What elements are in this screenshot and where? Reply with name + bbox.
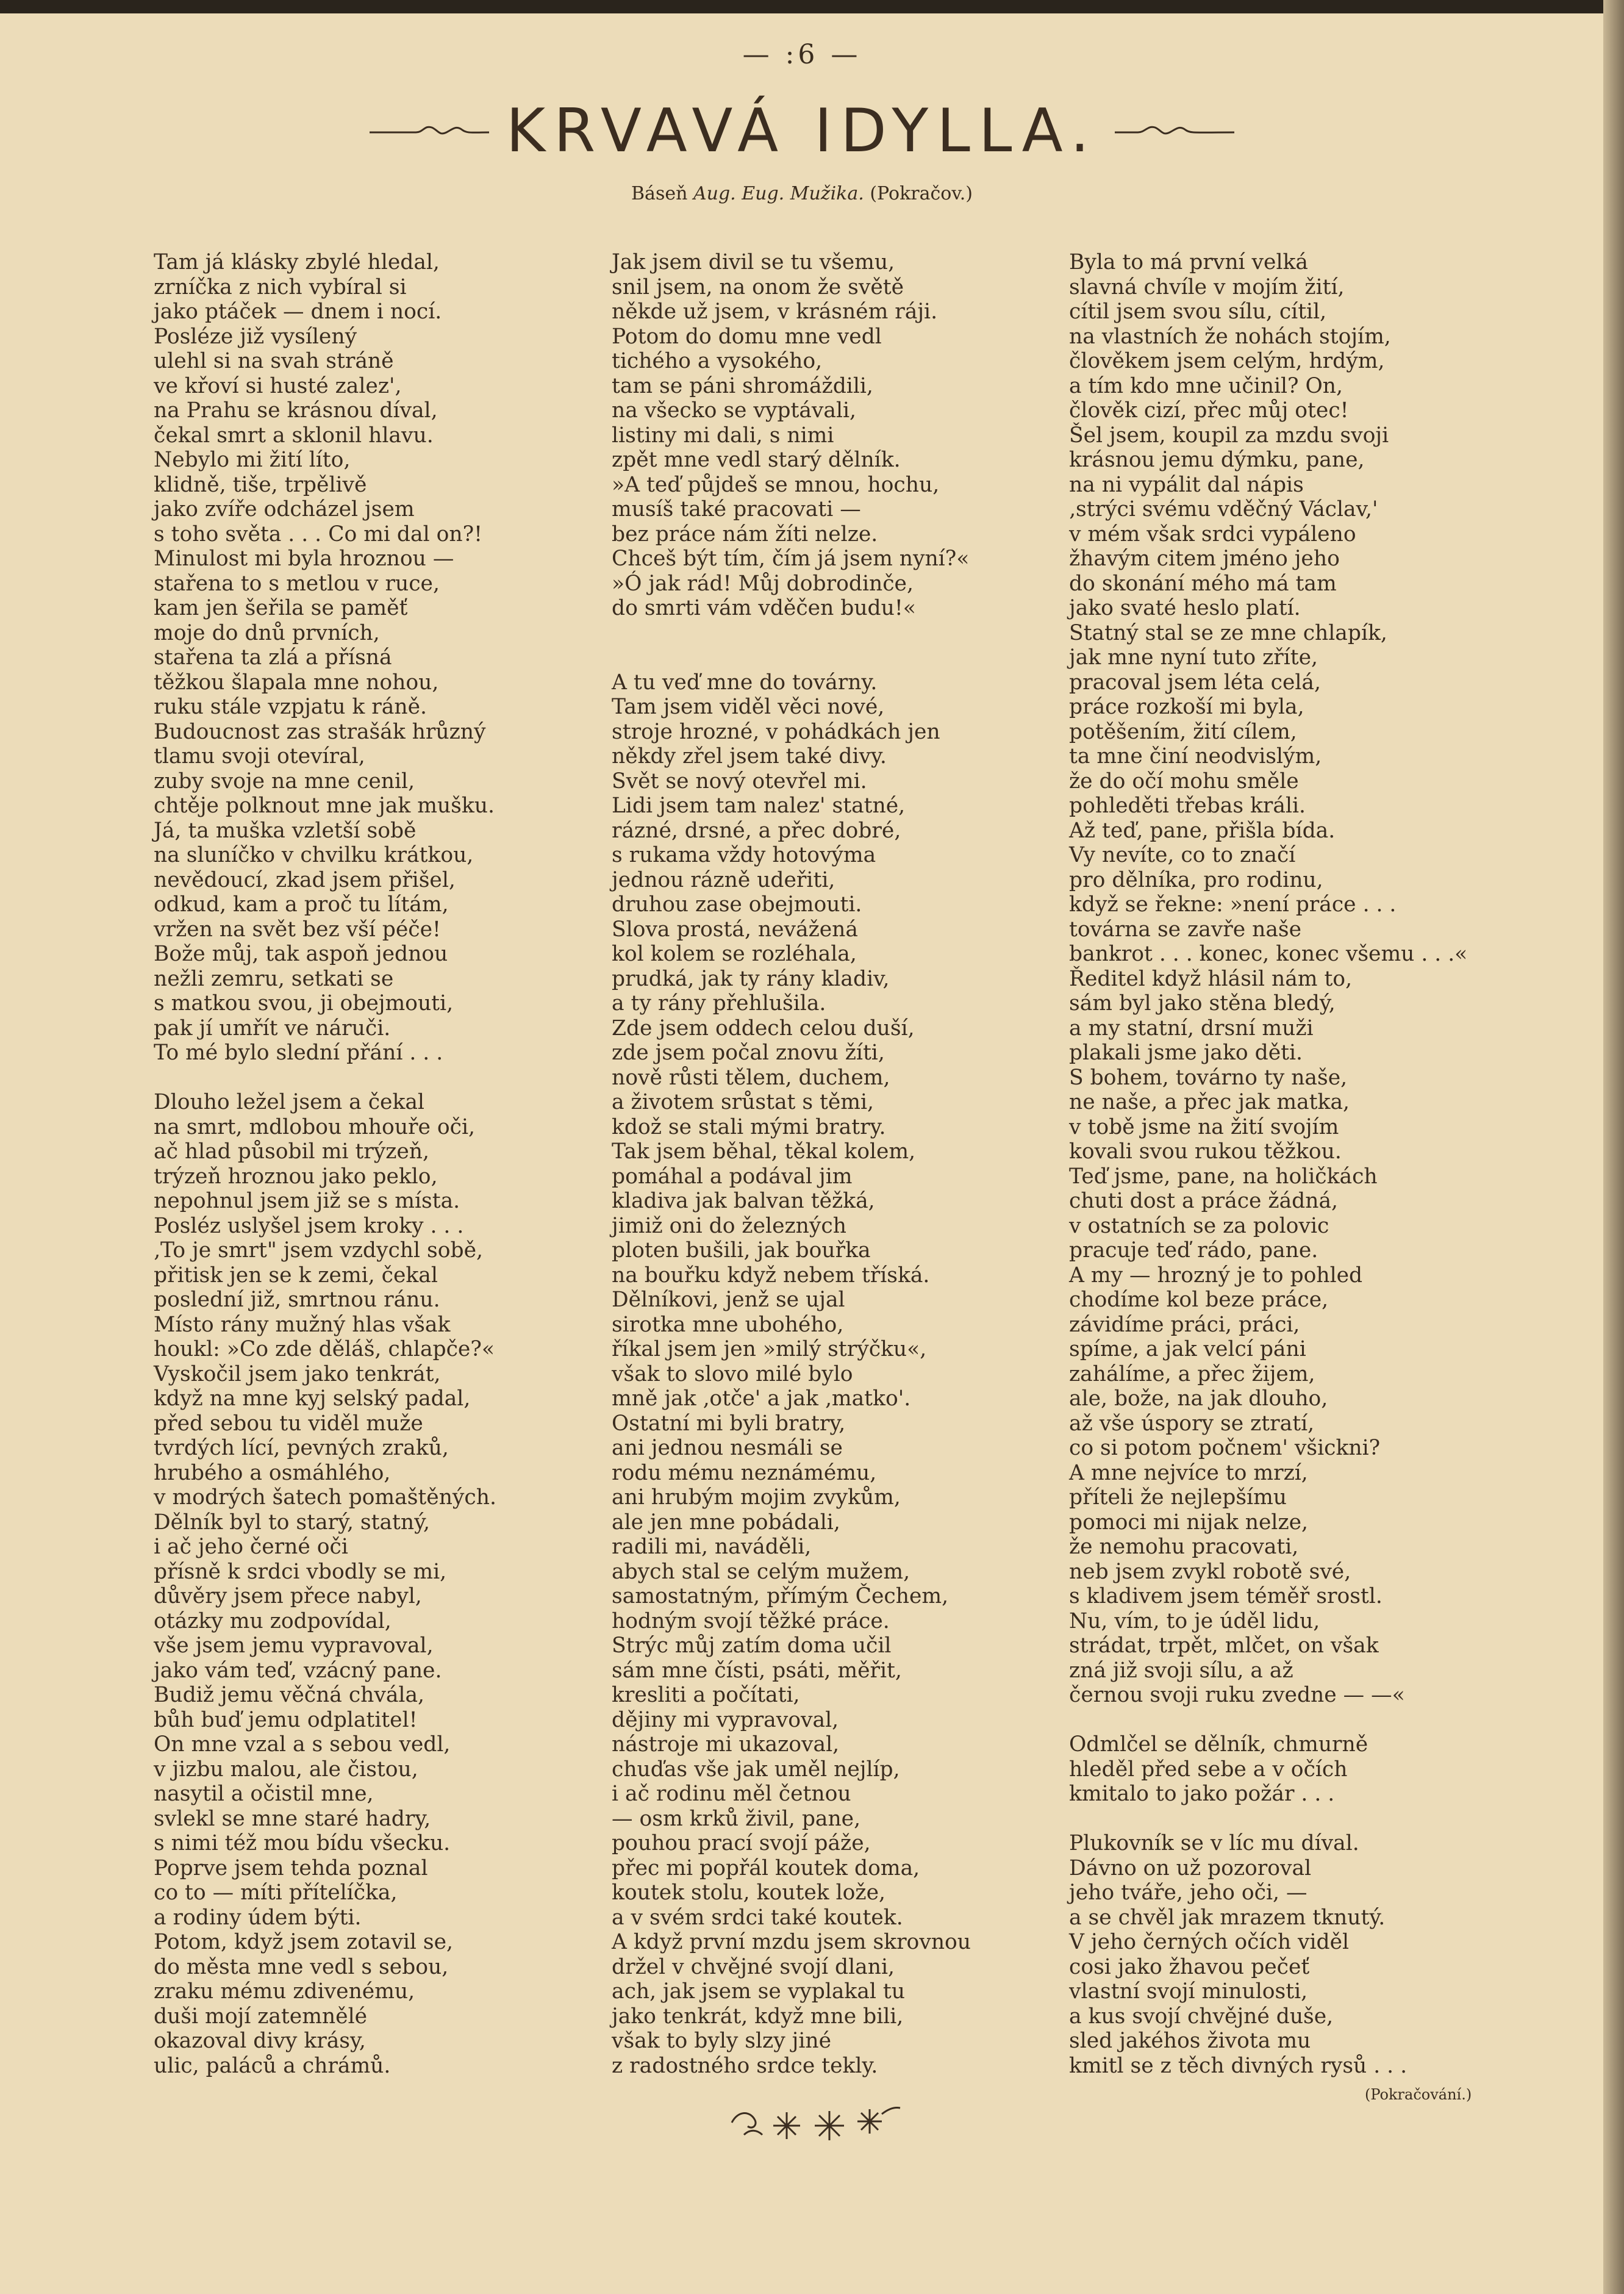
poem-line: a v svém srdci také koutek. xyxy=(612,1905,903,1930)
poem-column-2 xyxy=(612,250,1100,2078)
poem-line: hodným svojí těžké práce. xyxy=(612,1608,890,1633)
poem-line: Dlouho ležel jsem a čekal xyxy=(154,1090,424,1114)
poem-line: abych stal se celým mužem, xyxy=(612,1559,910,1584)
poem-line: okazoval divy krásy, xyxy=(154,2029,366,2053)
poem-line: zahálíme, a přec žijem, xyxy=(1069,1361,1315,1386)
poem-line: v tobě jsme na žití svojím xyxy=(1069,1114,1339,1139)
poem-line: otázky mu zodpovídal, xyxy=(154,1608,392,1633)
poem-line: člověkem jsem celým, hrdým, xyxy=(1069,349,1385,373)
poem-line: když se řekne: »není práce . . . xyxy=(1069,892,1397,917)
poem-line: tlamu svoji otevíral, xyxy=(154,744,365,769)
poem-line: Nu, vím, to je úděl lidu, xyxy=(1069,1608,1320,1633)
poem-line: Šel jsem, koupil za mzdu svoji xyxy=(1069,423,1389,448)
poem-line: Teď jsme, pane, na holičkách xyxy=(1069,1164,1378,1189)
poem-line: těžkou šlapala mne nohou, xyxy=(154,670,439,695)
poem-line: ale, bože, na jak dlouho, xyxy=(1069,1386,1328,1411)
poem-line: zná již svoji sílu, a až xyxy=(1069,1658,1293,1683)
poem-line xyxy=(1069,1807,1557,1832)
poem-line: nepohnul jsem již se s místa. xyxy=(154,1189,460,1213)
poem-line: potěšením, žití cílem, xyxy=(1069,719,1297,744)
poem-line: kol kolem se rozléhala, xyxy=(612,942,857,966)
poem-line: závidíme práci, práci, xyxy=(1069,1312,1300,1337)
poem-line: dějiny mi vypravoval, xyxy=(612,1707,839,1732)
poem-line: sirotka mne ubohého, xyxy=(612,1312,844,1337)
poem-line: a rodiny údem býti. xyxy=(154,1905,362,1930)
title-flourish-left xyxy=(368,119,490,143)
poem-line: sám mne čísti, psáti, měřit, xyxy=(612,1658,902,1683)
poem-line: Dělník byl to starý, statný, xyxy=(154,1510,430,1535)
poem-line: vlastní svojí minulosti, xyxy=(1069,1979,1308,2004)
poem-line: vržen na svět bez vší péče! xyxy=(154,917,441,942)
poem-line: v mém však srdci vypáleno xyxy=(1069,522,1356,547)
poem-line: Dávno on už pozoroval xyxy=(1069,1855,1312,1880)
poem-line: Posléze již vysílený xyxy=(154,324,357,349)
poem-line: Vyskočil jsem jako tenkrát, xyxy=(154,1361,441,1386)
poem-line: sám byl jako stěna bledý, xyxy=(1069,991,1336,1016)
poem-line: jako zvíře odcházel jsem xyxy=(154,497,415,522)
poem-line: pouhou prací svojí páže, xyxy=(612,1831,871,1855)
poem-line: plakali jsme jako děti. xyxy=(1069,1041,1303,1065)
poem-line: vše jsem jemu vypravoval, xyxy=(154,1633,434,1658)
poem-line: ‚To je smrt" jsem vzdychl sobě, xyxy=(154,1238,483,1263)
poem-line: pro dělníka, pro rodinu, xyxy=(1069,867,1323,892)
poem-line: moje do dnů prvních, xyxy=(154,620,380,645)
poem-line: zuby svoje na mne cenil, xyxy=(154,769,415,794)
poem-line: příteli že nejlepšímu xyxy=(1069,1485,1287,1510)
poem-line: člověk cizí, přec můj otec! xyxy=(1069,398,1349,423)
poem-line: tvrdých lící, pevných zraků, xyxy=(154,1436,449,1460)
poem-line: Potom, když jsem zotavil se, xyxy=(154,1930,453,1954)
continued-note: (Pokračování.) xyxy=(1365,2086,1472,2103)
poem-line: někdy zřel jsem také divy. xyxy=(612,744,887,769)
poem-line: poslední již, smrtnou ránu. xyxy=(154,1288,440,1312)
poem-line: na všecko se vyptávali, xyxy=(612,398,857,423)
poem-line: Dělníkovi, jenž se ujal xyxy=(612,1288,845,1312)
poem-line: nevědoucí, zkad jsem přišel, xyxy=(154,867,456,892)
poem-line: na vlastních že nohách stojím, xyxy=(1069,324,1391,349)
poem-line: jako ptáček — dnem i nocí. xyxy=(154,299,442,324)
poem-line: odkud, kam a proč tu lítám, xyxy=(154,892,449,917)
subtitle-note: (Pokračov.) xyxy=(870,183,973,204)
title-flourish-right xyxy=(1114,119,1236,143)
poem-line: Plukovník se v líc mu díval. xyxy=(1069,1831,1359,1855)
poem-line: Tam já klásky zbylé hledal, xyxy=(154,250,440,274)
poem-line: ruku stále vzpjatu k ráně. xyxy=(154,695,427,719)
poem-line: ploten bušili, jak bouřka xyxy=(612,1238,871,1263)
poem-line: To mé bylo slední přání . . . xyxy=(154,1041,443,1065)
poem-line: továrna se zavře naše xyxy=(1069,917,1302,942)
poem-line: s rukama vždy hotovýma xyxy=(612,843,876,867)
poem-line: prudká, jak ty rány kladiv, xyxy=(612,966,890,991)
poem-line: V jeho černých očích viděl xyxy=(1069,1930,1350,1954)
poem-line: listiny mi dali, s nimi xyxy=(612,423,834,448)
poem-line: ne naše, a přec jak matka, xyxy=(1069,1090,1350,1114)
poem-line: klidně, tiše, trpělivě xyxy=(154,472,367,497)
poem-line: zde jsem počal znovu žíti, xyxy=(612,1041,885,1065)
poem-line: On mne vzal a s sebou vedl, xyxy=(154,1732,451,1757)
subtitle-prefix: Báseň xyxy=(631,183,688,204)
poem-line: chuti dost a práce žádná, xyxy=(1069,1189,1338,1213)
poem-line: kdož se stali mými bratry. xyxy=(612,1114,886,1139)
poem-line: Jak jsem divil se tu všemu, xyxy=(612,250,895,274)
poem-line xyxy=(154,1066,642,1091)
poem-line: koutek stolu, koutek lože, xyxy=(612,1880,885,1905)
poem-line: držel v chvějné svojí dlani, xyxy=(612,1954,895,1979)
poem-line: slavná chvíle v mojím žití, xyxy=(1069,274,1345,299)
poem-line: kam jen šeřila se paměť xyxy=(154,596,408,620)
title-row xyxy=(0,91,1604,171)
poem-line: chuďas vše jak uměl nejlíp, xyxy=(612,1757,900,1782)
poem-line: neb jsem zvykl robotě své, xyxy=(1069,1559,1351,1584)
poem-line: druhou zase obejmouti. xyxy=(612,892,862,917)
poem-line: nástroje mi ukazoval, xyxy=(612,1732,840,1757)
poem-line: a životem srůstat s těmi, xyxy=(612,1090,875,1114)
poem-line: i ač jeho černé oči xyxy=(154,1535,348,1559)
poem-line: krásnou jemu dýmku, pane, xyxy=(1069,448,1365,472)
page-title: KRVAVÁ IDYLLA. xyxy=(506,96,1098,166)
poem-line: rázné, drsné, a přec dobré, xyxy=(612,818,901,843)
poem-line: kmitl se z těch divných rysů . . . xyxy=(1069,2053,1408,2078)
poem-column-1 xyxy=(154,250,642,2078)
poem-line: Zde jsem oddech celou duší, xyxy=(612,1016,915,1041)
poem-line: trýzeň hroznou jako peklo, xyxy=(154,1164,438,1189)
poem-line: samostatným, přímým Čechem, xyxy=(612,1584,949,1608)
poem-line: přísně k srdci vbodly se mi, xyxy=(154,1559,447,1584)
poem-line: jeho tváře, jeho oči, — xyxy=(1069,1880,1307,1905)
poem-line: Strýc můj zatím doma učil xyxy=(612,1633,892,1658)
poem-line: Místo rány mužný hlas však xyxy=(154,1312,451,1337)
page-number: — :6 — xyxy=(742,39,862,70)
poem-line: na bouřku když nebem tříská. xyxy=(612,1263,930,1288)
poem-line: v ostatních se za polovic xyxy=(1069,1213,1329,1238)
poem-line: Já, ta muška vzletší sobě xyxy=(154,818,417,843)
poem-line: cosi jako žhavou pečeť xyxy=(1069,1954,1310,1979)
poem-line: ač hlad působil mi trýzeň, xyxy=(154,1139,429,1164)
poem-line xyxy=(612,621,1100,646)
poem-line: — osm krků živil, pane, xyxy=(612,1806,861,1831)
scan-top-edge xyxy=(0,0,1624,13)
poem-line: když na mne kyj selský padal, xyxy=(154,1386,471,1411)
poem-line: říkal jsem jen »milý strýčku«, xyxy=(612,1337,927,1361)
poem-line xyxy=(612,645,1100,670)
poem-line: A my — hrozný je to pohled xyxy=(1069,1263,1363,1288)
poem-line: S bohem, továrno ty naše, xyxy=(1069,1065,1348,1090)
poem-line: s nimi též mou bídu všecku. xyxy=(154,1831,451,1855)
poem-line: stařena ta zlá a přísná xyxy=(154,645,392,670)
poem-line: jednou rázně udeřiti, xyxy=(612,867,835,892)
poem-line: a my statní, drsní muži xyxy=(1069,1016,1314,1041)
poem-line: chodíme kol beze práce, xyxy=(1069,1288,1329,1312)
poem-line: spíme, a jak velcí páni xyxy=(1069,1337,1306,1361)
poem-line: ‚strýci svému vděčný Václav,' xyxy=(1069,497,1378,522)
poem-line: pomoci mi nijak nelze, xyxy=(1069,1510,1308,1535)
poem-line: mně jak ‚otče' a jak ‚matko'. xyxy=(612,1386,911,1411)
poem-line: houkl: »Co zde děláš, chlapče?« xyxy=(154,1337,495,1361)
poem-line: ach, jak jsem se vyplakal tu xyxy=(612,1979,905,2004)
poem-line: Potom do domu mne vedl xyxy=(612,324,882,349)
author-name: Aug. Eug. Mužika. xyxy=(693,183,864,204)
poem-line: chtěje polknout mne jak mušku. xyxy=(154,794,495,818)
poem-line: A tu veď mne do továrny. xyxy=(612,670,878,695)
poem-line: však to slovo milé bylo xyxy=(612,1361,853,1386)
poem-line: Odmlčel se dělník, chmurně xyxy=(1069,1732,1368,1757)
poem-line: musíš také pracovati — xyxy=(612,497,861,522)
poem-line: Až teď, pane, přišla bída. xyxy=(1069,818,1336,843)
poem-line: tichého a vysokého, xyxy=(612,349,823,373)
poem-line: s kladivem jsem téměř srostl. xyxy=(1069,1584,1383,1608)
poem-line: Statný stal se ze mne chlapík, xyxy=(1069,620,1387,645)
poem-line: na ni vypálit dal nápis xyxy=(1069,472,1304,497)
poem-line: duši mojí zatemnělé xyxy=(154,2004,368,2029)
poem-line: v jizbu malou, ale čistou, xyxy=(154,1757,418,1782)
poem-line: i ač rodinu měl četnou xyxy=(612,1782,851,1806)
scan-right-edge xyxy=(1603,0,1624,2294)
poem-line: Poprve jsem tehda poznal xyxy=(154,1855,428,1880)
poem-line: však to byly slzy jiné xyxy=(612,2029,832,2053)
poem-line: že nemohu pracovati, xyxy=(1069,1535,1299,1559)
poem-line: Vy nevíte, co to značí xyxy=(1069,843,1296,867)
poem-line: pomáhal a podával jim xyxy=(612,1164,853,1189)
poem-line: Lidi jsem tam nalez' statné, xyxy=(612,794,906,818)
poem-line: černou svoji ruku zvedne — —« xyxy=(1069,1683,1405,1707)
poem-line: co si potom počnem' všickni? xyxy=(1069,1436,1381,1460)
poem-line: rodu mému neznámému, xyxy=(612,1460,877,1485)
poem-line: Budiž jemu věčná chvála, xyxy=(154,1683,425,1707)
poem-line: kovali svou rukou těžkou. xyxy=(1069,1139,1342,1164)
poem-line: do skonání mého má tam xyxy=(1069,571,1337,596)
poem-line: bez práce nám žíti nelze. xyxy=(612,522,878,547)
poem-line: Budoucnost zas strašák hrůzný xyxy=(154,719,486,744)
poem-line: zraku mému zdivenému, xyxy=(154,1979,415,2004)
poem-line: ulic, paláců a chrámů. xyxy=(154,2053,391,2078)
poem-line: na smrt, mdlobou mhouře oči, xyxy=(154,1114,476,1139)
poem-line: kmitalo to jako požár . . . xyxy=(1069,1782,1335,1806)
poem-line: zpět mne vedl starý dělník. xyxy=(612,448,901,472)
poem-line: na Prahu se krásnou díval, xyxy=(154,398,438,423)
poem-line: na sluníčko v chvilku krátkou, xyxy=(154,843,474,867)
poem-line: že do očí mohu směle xyxy=(1069,769,1299,794)
poem-line: svlekl se mne staré hadry, xyxy=(154,1806,431,1831)
poem-line: bankrot . . . konec, konec všemu . . .« xyxy=(1069,942,1468,966)
poem-line: A když první mzdu jsem skrovnou xyxy=(612,1930,971,1954)
poem-line: práce rozkoší mi byla, xyxy=(1069,695,1304,719)
poem-line: strádat, trpět, mlčet, on však xyxy=(1069,1633,1379,1658)
poem-line: tam se páni shromáždili, xyxy=(612,373,873,398)
poem-line: bůh buď jemu odplatitel! xyxy=(154,1707,418,1732)
poem-line: žhavým citem jméno jeho xyxy=(1069,547,1340,571)
poem-line: Ostatní mi byli bratry, xyxy=(612,1411,846,1436)
poem-line: Chceš být tím, čím já jsem nyní?« xyxy=(612,547,970,571)
poem-line: Svět se nový otevřel mi. xyxy=(612,769,867,794)
poem-line: ani hrubým mojim zvykům, xyxy=(612,1485,901,1510)
poem-line: ulehl si na svah stráně xyxy=(154,349,394,373)
poem-line: přec mi popřál koutek doma, xyxy=(612,1855,920,1880)
poem-line: před sebou tu viděl muže xyxy=(154,1411,423,1436)
poem-line: Minulost mi byla hroznou — xyxy=(154,547,454,571)
poem-line: přitisk jen se k zemi, čekal xyxy=(154,1263,438,1288)
poem-line xyxy=(1069,1708,1557,1733)
poem-line: důvěry jsem přece nabyl, xyxy=(154,1584,422,1608)
poem-line: stařena to s metlou v ruce, xyxy=(154,571,440,596)
poem-line: z radostného srdce tekly. xyxy=(612,2053,878,2078)
poem-line: a kus svojí chvějné duše, xyxy=(1069,2004,1334,2029)
poem-line: »A teď půjdeš se mnou, hochu, xyxy=(612,472,940,497)
poem-line: Bože můj, tak aspoň jednou xyxy=(154,942,448,966)
poem-line: Tam jsem viděl věci nové, xyxy=(612,695,885,719)
poem-line: ani jednou nesmáli se xyxy=(612,1436,843,1460)
poem-line: a ty rány přehlušila. xyxy=(612,991,826,1016)
poem-line: jako vám teď, vzácný pane. xyxy=(154,1658,442,1683)
poem-line: pracuje teď rádo, pane. xyxy=(1069,1238,1318,1263)
poem-line: hrubého a osmáhlého, xyxy=(154,1460,391,1485)
poem-line: čekal smrt a sklonil hlavu. xyxy=(154,423,434,448)
poem-line: kladiva jak balvan těžká, xyxy=(612,1189,875,1213)
poem-line: stroje hrozné, v pohádkách jen xyxy=(612,719,940,744)
poem-line: pak jí umřít ve náruči. xyxy=(154,1016,391,1041)
poem-line: Nebylo mi žití líto, xyxy=(154,448,351,472)
poem-line: až vše úspory se ztratí, xyxy=(1069,1411,1315,1436)
poem-line: jako tenkrát, když mne bili, xyxy=(612,2004,904,2029)
poem-line: s matkou svou, ji obejmouti, xyxy=(154,991,454,1016)
poem-line: jako svaté heslo platí. xyxy=(1069,596,1301,620)
poem-line: kresliti a počítati, xyxy=(612,1683,800,1707)
poem-line: pohleděti třebas králi. xyxy=(1069,794,1306,818)
poem-line: nově růsti tělem, duchem, xyxy=(612,1065,890,1090)
poem-line: a tím kdo mne učinil? On, xyxy=(1069,373,1343,398)
poem-line: »Ó jak rád! Můj dobrodinče, xyxy=(612,571,914,596)
poem-line: snil jsem, na onom že světě xyxy=(612,274,904,299)
poem-line: jimiž oni do železných xyxy=(612,1213,846,1238)
poem-line: Slova prostá, nevážená xyxy=(612,917,858,942)
poem-line: do města mne vedl s sebou, xyxy=(154,1954,449,1979)
poem-line: do smrti vám vděčen budu!« xyxy=(612,596,916,620)
poem-line: v modrých šatech pomaštěných. xyxy=(154,1485,496,1510)
poem-line: co to — míti přítelíčka, xyxy=(154,1880,398,1905)
poem-line: pracoval jsem léta celá, xyxy=(1069,670,1321,695)
poem-column-3 xyxy=(1069,250,1557,2078)
poem-line: nasytil a očistil mne, xyxy=(154,1782,374,1806)
poem-line: hleděl před sebe a v očích xyxy=(1069,1757,1348,1782)
floral-ornament xyxy=(726,2098,903,2153)
poem-line: ta mne činí neodvislým, xyxy=(1069,744,1322,769)
poem-line: a se chvěl jak mrazem tknutý. xyxy=(1069,1905,1386,1930)
poem-line: Ředitel když hlásil nám to, xyxy=(1069,966,1353,991)
poem-line: cítil jsem svou sílu, cítil, xyxy=(1069,299,1327,324)
poem-line: s toho světa . . . Co mi dal on?! xyxy=(154,522,482,547)
poem-line: ve křoví si husté zalez', xyxy=(154,373,402,398)
poem-line: sled jakéhos života mu xyxy=(1069,2029,1311,2053)
poem-line: Tak jsem běhal, těkal kolem, xyxy=(612,1139,916,1164)
poem-line: zrníčka z nich vybíral si xyxy=(154,274,407,299)
poem-line: někde už jsem, v krásném ráji. xyxy=(612,299,938,324)
poem-line: Byla to má první velká xyxy=(1069,250,1308,274)
poem-line: A mne nejvíce to mrzí, xyxy=(1069,1460,1308,1485)
poem-line: Posléz uslyšel jsem kroky . . . xyxy=(154,1213,464,1238)
subtitle xyxy=(0,183,1604,204)
poem-line: nežli zemru, setkati se xyxy=(154,966,394,991)
poem-line: ale jen mne pobádali, xyxy=(612,1510,840,1535)
poem-line: radili mi, naváděli, xyxy=(612,1535,812,1559)
poem-line: jak mne nyní tuto zříte, xyxy=(1069,645,1318,670)
